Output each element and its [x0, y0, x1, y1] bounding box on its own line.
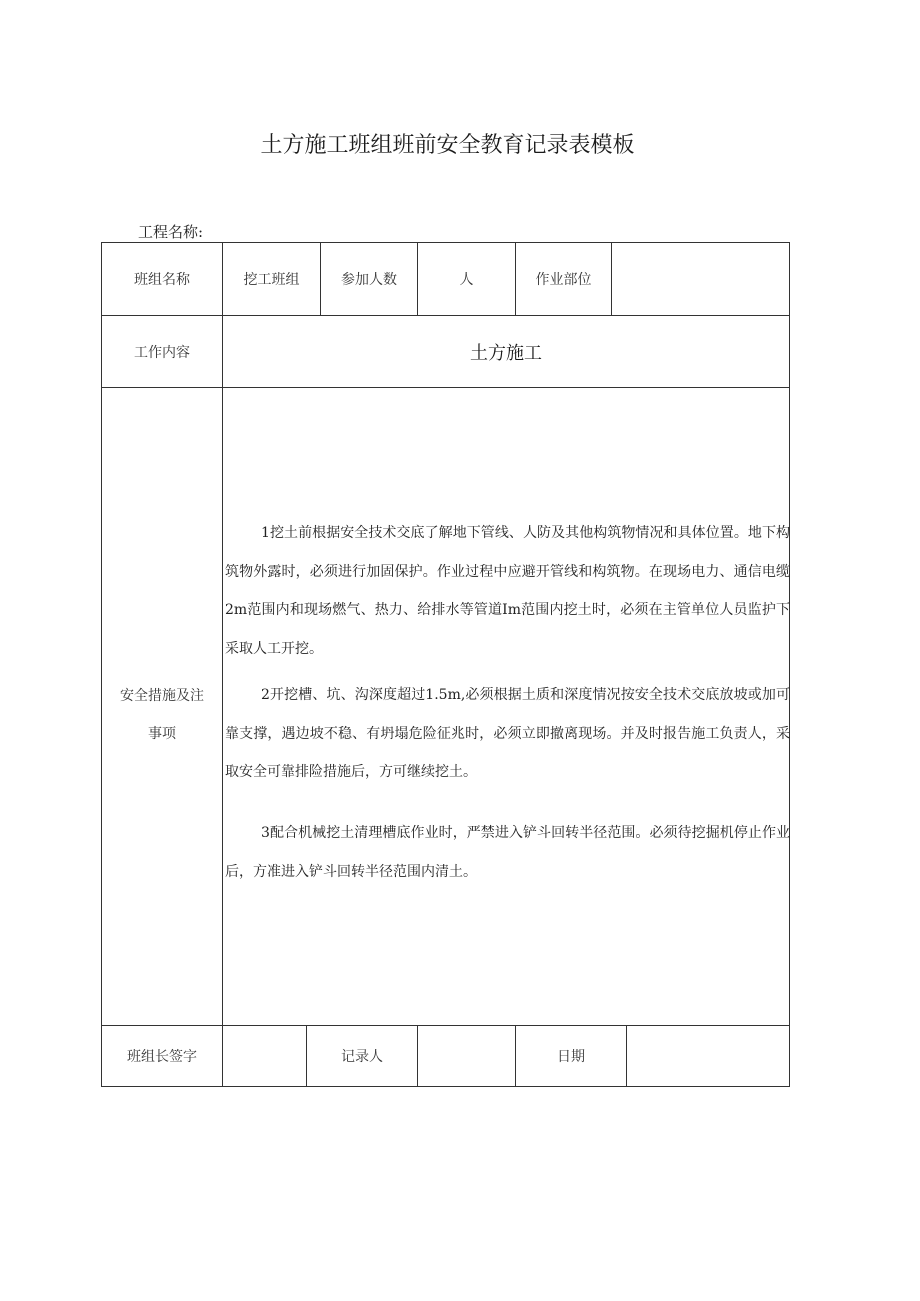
participants-label: 参加人数	[341, 272, 397, 288]
table-row-signatures	[102, 1026, 789, 1086]
team-name-value: 挖工班组	[243, 272, 300, 288]
leader-sign-value	[223, 1026, 306, 1086]
safety-measure-1: 1挖土前根据安全技术交底了解地下管线、人防及其他构筑物情况和具体位置。地下构筑物外露时，必须进行加固保护。作业过程中应避开管线和构筑物。在现场电力、通信电缆2m范围内和现场燃气、热力、给排水等管道Im范围内挖土时，必须在主管单位人员监护下采取人工开挖。	[225, 525, 790, 657]
team-name-label: 班组名称	[134, 272, 190, 288]
recorder-value	[418, 1026, 515, 1086]
work-content-label: 工作内容	[134, 344, 190, 361]
participants-count-unit: 人	[459, 272, 474, 288]
date-value	[627, 1026, 789, 1086]
date-label: 日期	[557, 1049, 585, 1065]
document-title: 土方施工班组班前安全教育记录表模板	[260, 133, 635, 158]
safety-measures-content	[223, 388, 790, 1025]
safety-measure-2: 2开挖槽、坑、沟深度超过1.5m,必须根据土质和深度情况按安全技术交底放坡或加可靠支撑，遇边坡不稳、有坍塌危险征兆时，必须立即撤离现场。并及时报告施工负责人，采取安全可靠排险措施后，方可继续挖土。	[225, 687, 790, 780]
safety-measure-3: 3配合机械挖土清理槽底作业时，严禁进入铲斗回转半径范围。必须待挖掘机停止作业后，方准进入铲斗回转半径范围内清土。	[225, 825, 790, 880]
work-content-value: 土方施工	[470, 342, 542, 364]
recorder-label: 记录人	[341, 1049, 383, 1065]
project-name-label: 工程名称:	[138, 223, 204, 241]
table-row-team-info	[102, 243, 789, 316]
table-row-safety-measures	[102, 388, 789, 1026]
table-row-work-content	[102, 316, 789, 388]
work-location-value	[612, 243, 789, 315]
safety-label-line-2: 事项	[148, 725, 176, 742]
work-location-label: 作业部位	[535, 272, 592, 288]
safety-label-line-1: 安全措施及注	[120, 687, 204, 704]
safety-measures-label	[102, 388, 222, 1025]
education-record-table	[101, 242, 790, 1087]
leader-sign-label: 班组长签字	[127, 1049, 197, 1065]
